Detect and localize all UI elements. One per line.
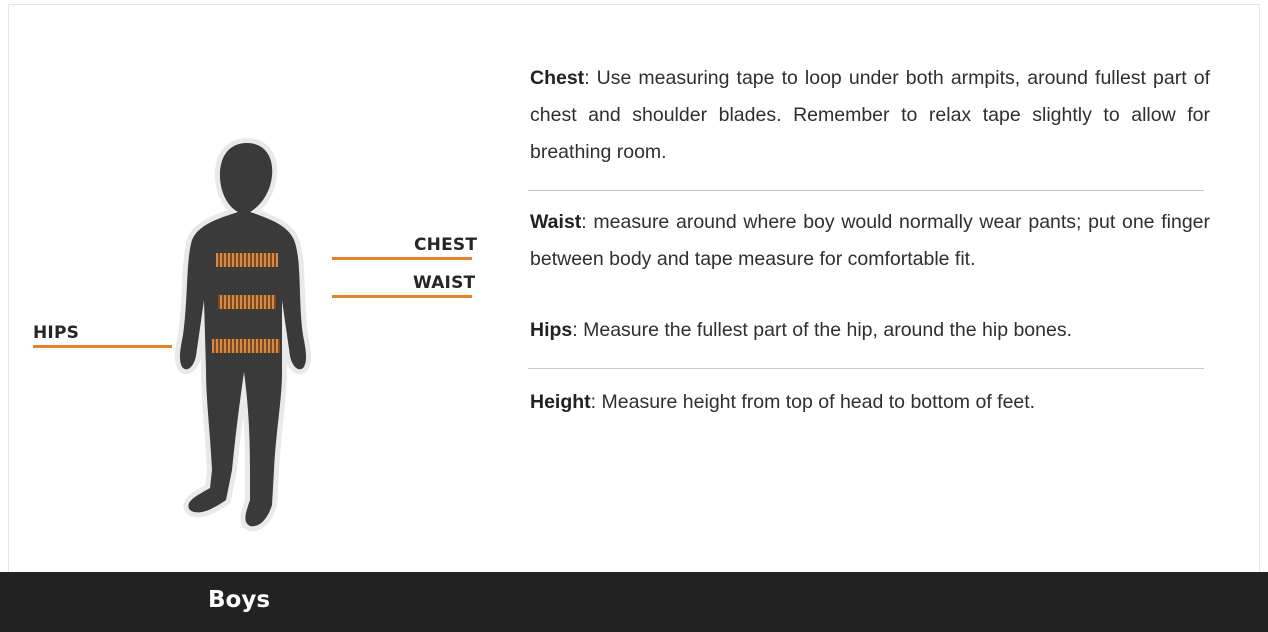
silhouette-body	[180, 143, 306, 526]
height-term: Height	[530, 391, 591, 413]
divider-1	[528, 190, 1204, 191]
chest-description: : Use measuring tape to loop under both armpits, around fullest part of chest and shoulder blades. Remember to relax tape slightly to allow for breathing room.	[530, 67, 1210, 163]
footer-bar	[0, 572, 1268, 632]
chest-label: CHEST	[414, 235, 478, 255]
chest-tape-band	[216, 253, 278, 267]
waist-term: Waist	[530, 211, 582, 233]
hips-term: Hips	[530, 319, 573, 341]
height-instruction	[530, 384, 1210, 421]
footer-title: Boys	[208, 587, 271, 613]
hips-label: HIPS	[33, 323, 80, 343]
waist-pointer-line	[332, 295, 472, 298]
waist-description: : measure around where boy would normally wear pants; put one finger between body and tape measure for comfortable fit.	[530, 211, 1210, 270]
divider-2	[528, 368, 1204, 369]
hips-pointer-line	[33, 345, 172, 348]
waist-instruction	[530, 204, 1210, 278]
chest-term: Chest	[530, 67, 585, 89]
chest-pointer-line	[332, 257, 472, 260]
hips-instruction	[530, 312, 1210, 349]
chest-instruction	[530, 60, 1210, 171]
hips-description: : Measure the fullest part of the hip, around the hip bones.	[572, 319, 1073, 341]
height-description: : Measure height from top of head to bottom of feet.	[590, 391, 1036, 413]
waist-tape-band	[218, 295, 276, 309]
waist-label: WAIST	[413, 273, 476, 293]
hips-tape-band	[212, 339, 280, 353]
